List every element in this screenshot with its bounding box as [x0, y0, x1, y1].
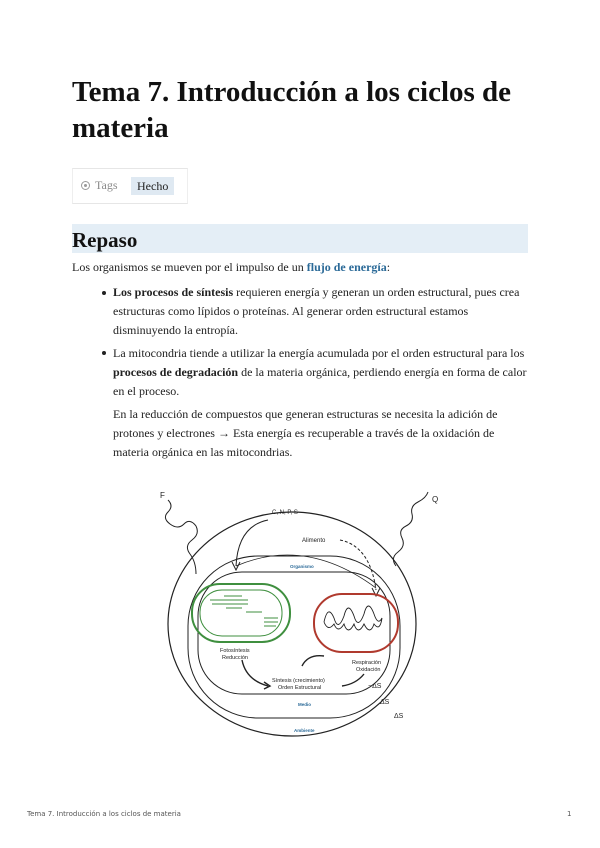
label-entropy-environment: ΔS: [394, 713, 404, 720]
list-item-text: requieren energía y generan un orden estructural, pues crea estructuras como lípidos o proteínas. Al generar orden estructural estamos disminuyendo la entropía.: [113, 285, 520, 337]
degradation-arrow: [302, 656, 324, 666]
mitochondrion: [314, 594, 398, 652]
section-heading-background: [72, 224, 528, 253]
bullet-dot: [102, 351, 106, 355]
label-heat: Q: [432, 495, 439, 504]
label-food: Alimento: [302, 538, 326, 544]
properties-box: [72, 168, 188, 204]
label-entropy-medium: ΔS: [380, 699, 390, 706]
tags-label: Tags: [95, 178, 118, 192]
tag-badge[interactable]: Hecho: [131, 177, 174, 195]
thylakoid-stacks: [210, 596, 278, 626]
intro-paragraph: [72, 258, 528, 277]
footer-title: Tema 7. Introducción a los ciclos de materia: [27, 810, 181, 818]
environment-outline: [168, 512, 416, 736]
energy-flow-link[interactable]: flujo de energía: [306, 260, 387, 274]
bold-term: Los procesos de síntesis: [113, 285, 234, 299]
label-reduction: Reducción: [222, 655, 248, 661]
list-item: [113, 344, 528, 401]
label-synthesis: Síntesis (crecimiento): [272, 678, 325, 684]
heat-output-wave: [393, 492, 428, 566]
label-structural-order: Orden Estructural: [278, 685, 322, 691]
list-item-paragraph: En la reducción de compuestos que generan estructuras se necesita la adición de protones y electrones → Esta energía es recuperable a través de la oxidación de materia orgánica en las mitocondrias.: [113, 407, 498, 459]
label-entropy-negative: −ΔS: [368, 683, 382, 690]
label-oxidation: Oxidación: [356, 667, 381, 673]
label-organism: Organismo: [290, 564, 314, 569]
tag-icon: [81, 181, 90, 190]
label-nutrients: C, N, P, S: [272, 510, 298, 516]
mitochondrion-cristae: [324, 606, 382, 630]
cycle-diagram: [150, 476, 440, 738]
bold-term: procesos de degradación: [113, 365, 239, 379]
intro-text: Los organismos se mueven por el impulso de un: [72, 260, 307, 274]
page-number: 1: [567, 810, 572, 818]
list-item: [113, 283, 528, 340]
light-input-wave: [165, 500, 197, 574]
list-item-text: La mitocondria tiende a utilizar la energía acumulada por el orden estructural para los: [113, 346, 525, 360]
label-medium: Medio: [298, 702, 311, 707]
label-light: F: [160, 491, 165, 500]
intro-colon: :: [386, 260, 391, 274]
label-photosynthesis: Fotosíntesis: [220, 648, 250, 654]
section-heading: Repaso: [72, 228, 138, 252]
label-environment: Ambiente: [294, 728, 315, 733]
bullet-dot: [102, 291, 106, 295]
nutrients-arrow: [236, 520, 268, 566]
page-title: Tema 7. Introducción a los ciclos de materia: [72, 76, 512, 144]
chloroplast: [192, 584, 290, 642]
energy-arrow: [342, 674, 364, 686]
label-respiration: Respiración: [352, 660, 382, 666]
food-arrow: [340, 540, 376, 590]
list-item-text: de la materia orgánica, perdiendo energía en forma de calor en el proceso.: [113, 365, 527, 398]
